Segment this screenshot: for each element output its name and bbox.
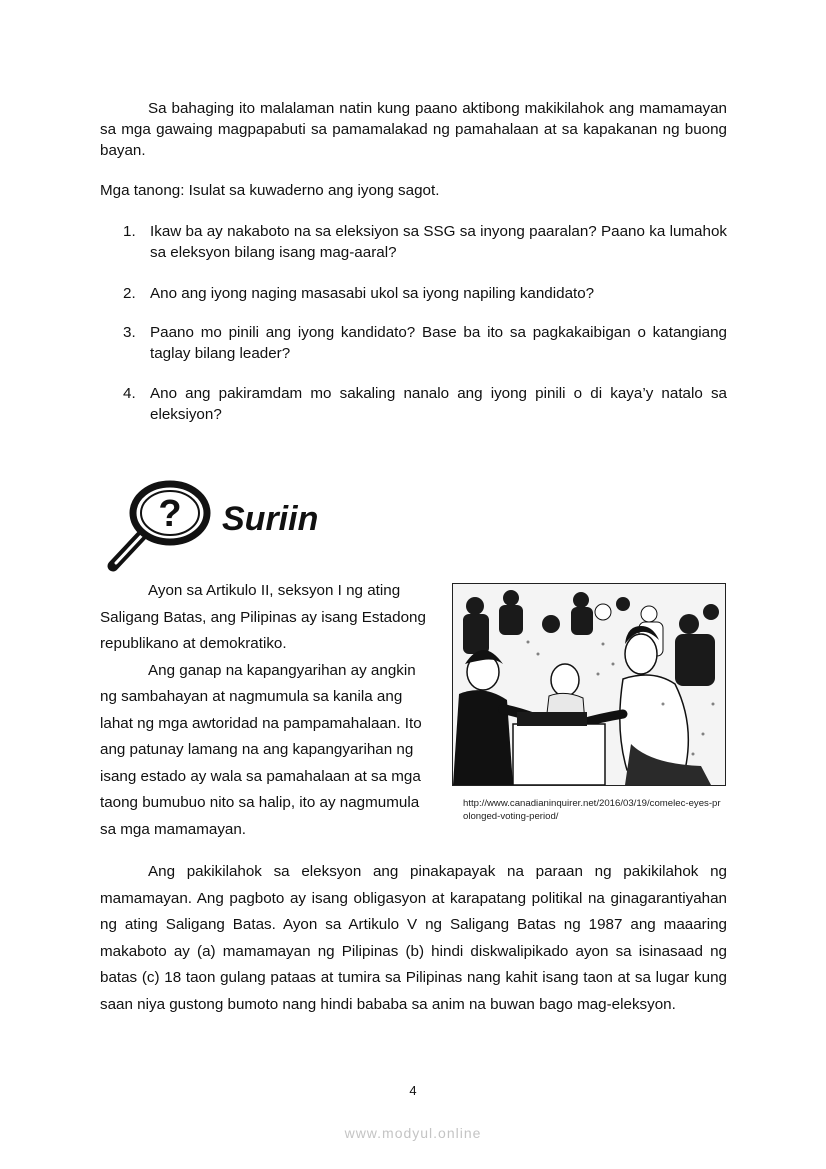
question-number: 4.: [123, 385, 136, 402]
text-line: isang estado ay wala sa pamahalaan at sa mga: [100, 767, 421, 785]
page-number: 4: [409, 1083, 417, 1098]
question-item: [123, 221, 727, 263]
text-line: ng sambahayan at nagmumula sa kanila ang: [100, 688, 403, 705]
question-number: 3.: [123, 324, 136, 341]
question-item: [123, 322, 727, 364]
text-line: Saligang Batas, ang Pilipinas ay isang Estadong: [100, 608, 426, 626]
section-title: Suriin: [222, 500, 319, 538]
question-text: Ano ang pakiramdam mo sakaling nanalo ang iyong pinili o di kaya’y natalo sa eleksiyon?: [150, 385, 727, 423]
question-text: Paano mo pinili ang iyong kandidato? Base ba ito sa pagkakaibigan o katangiang taglay bilang leader?: [150, 324, 727, 362]
text-line: ang patunay lamang na ang kapangyarihan ng: [100, 741, 414, 758]
intro-paragraph: Sa bahaging ito malalaman natin kung paano aktibong makikilahok ang mamamayan sa mga gawaing magpapabuti sa pamamalakad ng pamahalaan at sa kapakanan ng buong bayan.: [100, 100, 727, 159]
photo-caption: http://www.canadianinquirer.net/2016/03/19/comelec-eyes-prolonged-voting-period/: [463, 798, 721, 822]
text-line: Ayon sa Artikulo II, seksyon I ng ating: [148, 582, 401, 599]
question-text: Ano ang iyong naging masasabi ukol sa iyong napiling kandidato?: [150, 285, 595, 302]
question-number: 2.: [123, 285, 136, 302]
watermark: www.modyul.online: [344, 1125, 482, 1141]
text-line: republikano at demokratiko.: [100, 635, 287, 652]
questions-label: Mga tanong: Isulat sa kuwaderno ang iyong sagot.: [100, 182, 440, 199]
question-number: 1.: [123, 223, 136, 240]
text-line: Ang ganap na kapangyarihan ay angkin: [148, 661, 416, 679]
question-text: Ikaw ba ay nakaboto na sa eleksiyon sa SSG sa inyong paaralan? Paano ka lumahok sa eleksyon bilang isang mag-aaral?: [150, 223, 727, 261]
svg-text:?: ?: [158, 493, 182, 535]
text-line: lahat ng mga awtoridad na pampamahalaan. Ito: [100, 714, 422, 732]
voting-photo: [452, 583, 726, 786]
magnifier-question-icon: [107, 480, 212, 572]
text-line: sa mga mamamayan.: [100, 820, 247, 838]
question-item: [123, 383, 727, 425]
question-item: [123, 283, 727, 304]
text-line: taong bumubuo nito sa halip, ito ay nagmumula: [100, 794, 420, 811]
suriin-paragraph-3: Ang pakikilahok sa eleksyon ang pinakapayak na paraan ng pakikilahok ng mamamayan. Ang pagboto ay isang obligasyon at karapatang politikal na ginagarantiyahan ng ating Saligang Batas. Ayon sa Artikulo V ng Saligang Batas ng 1987 ang maaaring makaboto ay (a) mamamayan ng Pilipinas (b) hindi diskwalipikado ayon sa isinasaad ng batas (c) 18 taon gulang pataas at tumira sa Pilipinas nang kahit isang taon at sa lugar kung saan niya gustong bumoto nang hindi bababa sa anim na buwan bago mag-eleksyon.: [100, 863, 727, 1013]
